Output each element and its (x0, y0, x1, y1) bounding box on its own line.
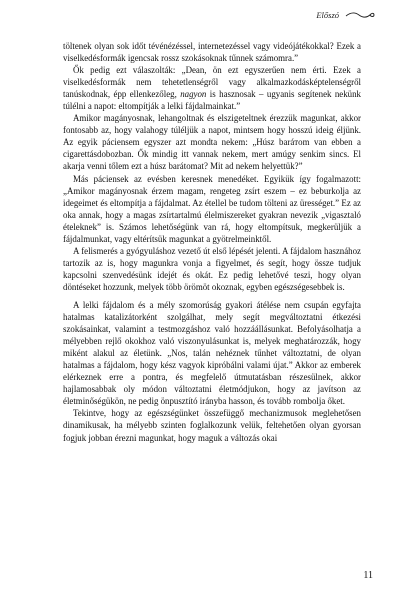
section-title: Előszó (316, 10, 339, 20)
paragraph: A felismerés a gyógyuláshoz vezető út első lépését jelenti. A fájdalom hasznához tartozik az is, hogy magunkra vonja a figyelmet, és segít, hogy össze tudjuk kapcsolni szenvedésünk idejét és okát. Ez pedig lehetővé teszi, hogy olyan döntéseket hozzunk, melyek több örömöt okoznak, egyben egészségesebbek is. (63, 245, 361, 292)
paragraph: Amikor magányosnak, lehangoltnak és elszigeteltnek érezzük magunkat, akkor fontosabb az, hogy valahogy túléljük a napot, mintsem hogy hosszú ideig éljünk. Az egyik páciensem egyszer azt mondta nekem: „Húsz baráтom van ebben a cigarettásdobozban. Ők mindig itt vannak nekem, mert amúgy senkim sincs. El akarja venni tőlem ezt a húsz barátomat? Mit ad nekem helyettük?” (63, 113, 361, 172)
swash-ornament-icon (345, 11, 375, 19)
running-header (316, 10, 375, 20)
page-number: 11 (363, 570, 373, 581)
body-text (63, 40, 361, 444)
paragraph: Tekintve, hogy az egészségünket összefüggő mechanizmusok meglehetősen dinamikusak, ha mélyebb szinten foglalkozunk velük, feltehetően olyan gyorsan fogjuk jobban érezni magunkat, hogy maguk a változás okai (63, 408, 361, 443)
paragraph: A lelki fájdalom és a mély szomorúság gyakori átélése nem csupán egyfajta hatalmas katalizátorként szolgálhat, mely segít megváltoztatni étkezési szokásainkat, valamint a testmozgáshoz való hozzáállásunkat. Befolyásolhatja a mélyebben rejlő okokhoz való viszonyulásunkat is, melyek meghatározzák, hogy miként alakul az életünk. „Nos, talán nehéznek tűnhet változtatni, de olyan hatalmas a fájdalom, hogy kész vagyok kipróbálni valami újat.” Akkor az emberek elérkeznek erre a pontra, és megfelelő útmutatásban részesülnek, akkor hajlamosabbak oly módon változtatni életmódjukon, hogy az javítson az életminőségükön, ne pedig önpusztító irányba hasson, és tovább rombolja őket. (63, 299, 361, 407)
paragraph: Ők pedig ezt válaszolták: „Dean, ön ezt egyszerűen nem érti. Ezek a viselkedésformák nem tehetetlenségről vagy alkalmazkodásképtelenségről tanúskodnak, épp ellenkezőleg, nagyon is hasznosak – ugyanis segítenek nekünk túlélni a napot: eltompítják a lelki fájdalmainkat.” (63, 65, 361, 112)
paragraph: Más páciensek az evésben keresnek menedéket. Egyikük így fogalmazott: „Amikor magányosnak érzem magam, rengeteg zsírt eszem – ez beburkolja az idegeimet és eltompítja a fájdalmat. Az étellel be tudom tölteni az ürességet.” Ez az oka annak, hogy a magas zsírtartalmú élelmiszereket gyakran nevezik „vigasztaló ételeknek” is. Számos lehetőségünk van rá, hogy eltompítsuk, megkerüljük a fájdalmunkat, vagy eltérítsük magunkat a gyötrelmeinktől. (63, 173, 361, 244)
emphasis: nagyon (180, 89, 207, 100)
paragraph: töltenek olyan sok időt tévénézéssel, internetezéssel vagy videójátékokkal? Ezek a viselkedésformák igencsak rossz szokásoknak tűnnek számomra.” (63, 41, 361, 64)
